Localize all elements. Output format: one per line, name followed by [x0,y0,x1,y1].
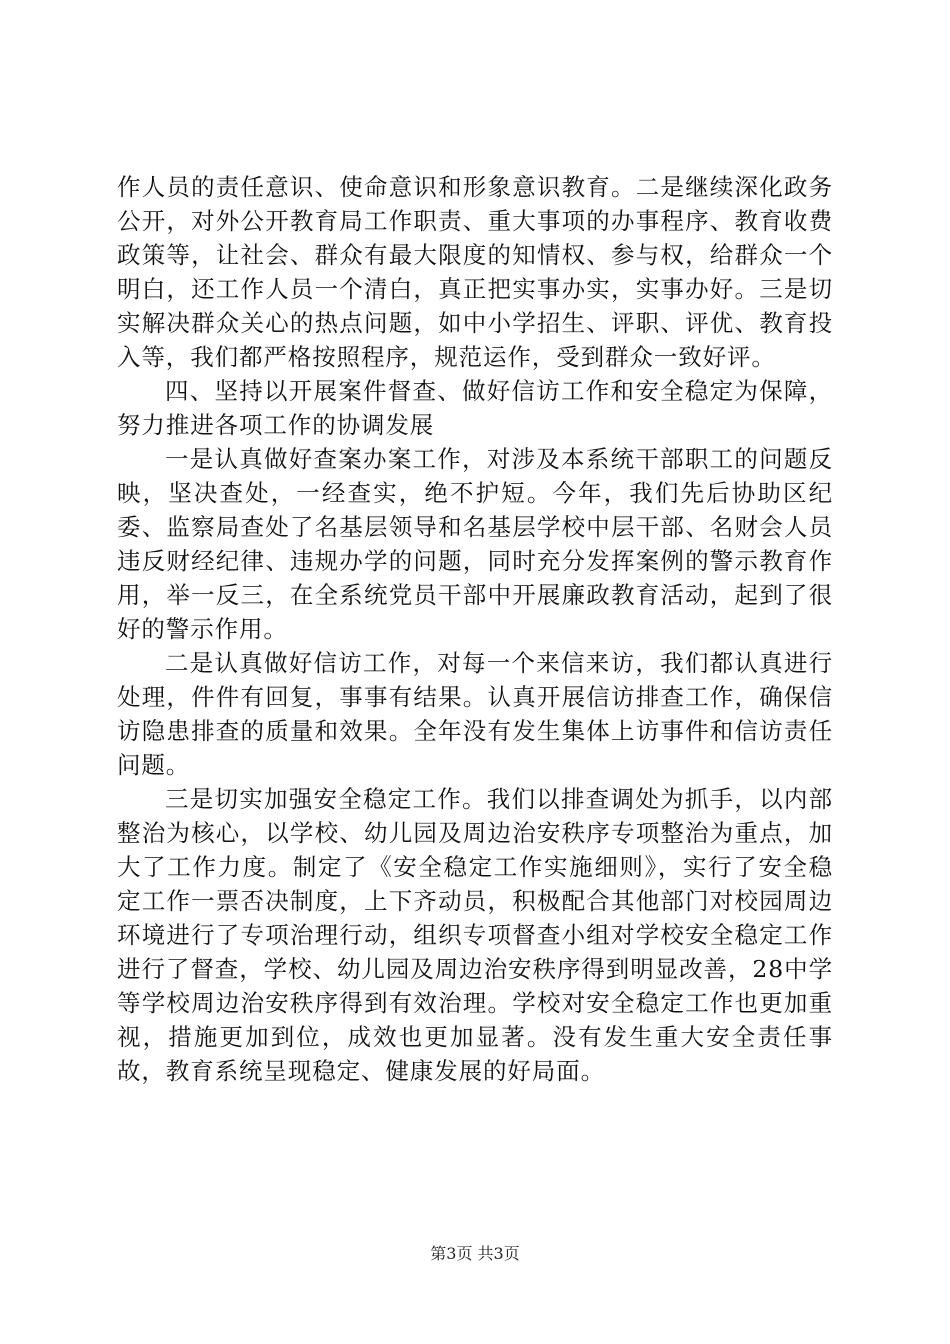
paragraph-case-handling: 一是认真做好查案办案工作，对涉及本系统干部职工的问题反映，坚决查处，一经查实，绝不护短。今年，我们先后协助区纪委、监察局查处了名基层领导和名基层学校中层干部、名财会人员违反财经纪律、违规办学的问题，同时充分发挥案例的警示教育作用，举一反三，在全系统党员干部中开展廉政教育活动，起到了很好的警示作用。 [117,445,833,643]
page-footer: 第3页 共3页 [430,1244,520,1263]
paragraph-petition-work: 二是认真做好信访工作，对每一个来信来访，我们都认真进行处理，件件有回复，事事有结果。认真开展信访排查工作，确保信访隐患排查的质量和效果。全年没有发生集体上访事件和信访责任问题。 [117,649,833,779]
document-body [117,170,833,1088]
paragraph-continuation: 作人员的责任意识、使命意识和形象意识教育。二是继续深化政务公开，对外公开教育局工作职责、重大事项的办事程序、教育收费政策等，让社会、群众有最大限度的知情权、参与权，给群众一个明白，还工作人员一个清白，真正把实事办实，实事办好。三是切实解决群众关心的热点问题，如中小学招生、评职、评优、教育投入等，我们都严格按照程序，规范运作，受到群众一致好评。 [117,173,833,371]
section-heading-four: 四、坚持以开展案件督查、做好信访工作和安全稳定为保障，努力推进各项工作的协调发展 [117,377,833,439]
paragraph-safety-stability: 三是切实加强安全稳定工作。我们以排查调处为抓手，以内部整治为核心，以学校、幼儿园及周边治安秩序专项整治为重点，加大了工作力度。制定了《安全稳定工作实施细则》，实行了安全稳定工作一票否决制度，上下齐动员，积极配合其他部门对校园周边环境进行了专项治理行动，组织专项督查小组对学校安全稳定工作进行了督查，学校、幼儿园及周边治安秩序得到明显改善，28中学等学校周边治安秩序得到有效治理。学校对安全稳定工作也更加重视，措施更加到位，成效也更加显著。没有发生重大安全责任事故，教育系统呈现稳定、健康发展的好局面。 [117,785,833,1085]
